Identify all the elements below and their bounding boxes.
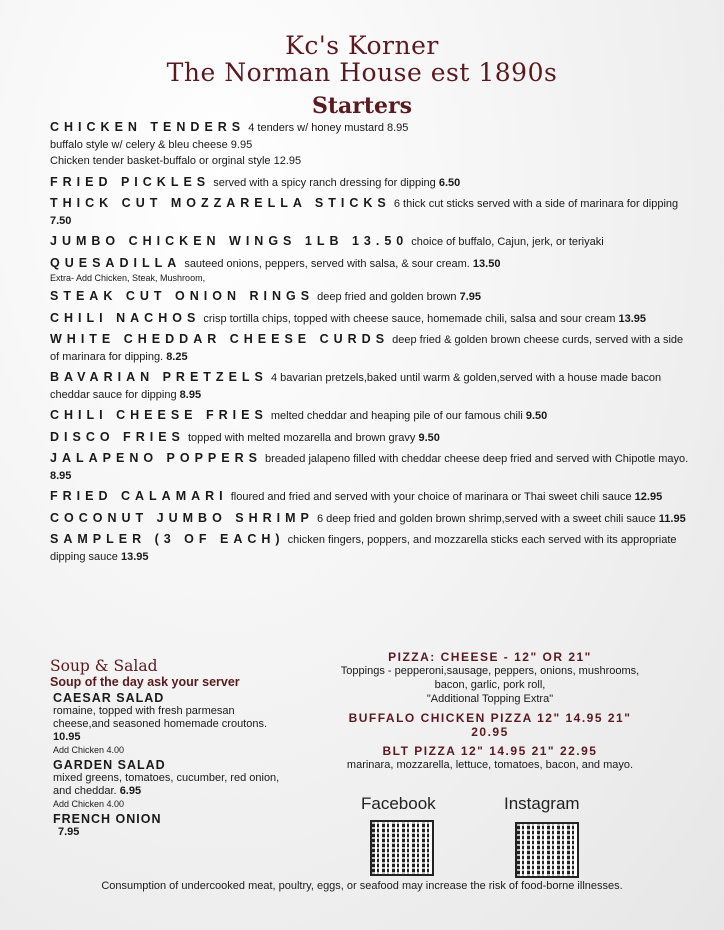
item-name: SAMPLER (3 OF EACH) [50,532,285,546]
pizza-cheese-title: PIZZA: CHEESE - 12" OR 21" [388,650,592,664]
item-price: 13.50 [472,257,501,270]
menu-item [50,174,690,192]
item-description: deep fried & golden brown cheese curds, served with a side of marinara for dipping. [50,334,684,363]
item-name: DISCO FRIES [50,429,185,444]
restaurant-subtitle: The Norman House est 1890s [166,58,558,87]
soup-salad-heading: Soup & Salad [50,657,158,675]
facebook-label: Facebook [361,794,436,813]
menu-item [50,233,690,251]
item-name: CHILI CHEESE FRIES [50,408,268,422]
salad-name: GARDEN SALAD [53,758,166,772]
salad-item [53,813,290,839]
item-description: deep fried and golden brown [317,291,457,303]
item-name: CHICKEN TENDERS [50,120,246,134]
menu-item [50,407,690,425]
menu-item [50,531,690,565]
menu-item [50,369,690,403]
item-description: 4 bavarian pretzels,baked until warm & golden,served with a house made bacon cheddar sauce for dipping [50,372,662,401]
item-price: 6.50 [438,176,461,189]
salad-desc [53,772,290,798]
salad-add-chicken: Add Chicken 4.00 [53,799,125,809]
salad-item [53,759,290,810]
starters-list [50,119,690,569]
item-name: STEAK CUT ONION RINGS [50,289,315,303]
buffalo-pizza-title: BUFFALO CHICKEN PIZZA 12" 14.95 21" 20.95 [348,711,632,739]
item-extra: Chicken tender basket-buffalo or orginal style 12.95 [50,155,302,167]
pizza-toppings: Toppings - pepperoni,sausage, peppers, onions, mushrooms, bacon, garlic, pork roll, [340,665,640,691]
item-price: 12.95 [634,491,663,503]
item-price: 8.25 [166,350,188,363]
menu-item [50,288,690,306]
item-description: crisp tortilla chips, topped with cheese sauce, homemade chili, salsa and sour cream [203,312,616,325]
salad-name: FRENCH ONION [53,812,162,826]
salad-name: CAESAR SALAD [53,691,165,705]
item-name: COCONUT JUMBO SHRIMP [50,510,314,525]
item-price: 9.50 [418,431,440,444]
soup-salad-section [50,657,290,839]
item-name: FRIED CALAMARI [50,489,228,503]
item-price: 7.95 [459,291,482,303]
item-price: 13.95 [618,312,647,325]
menu-item [50,450,690,484]
menu-item [50,331,690,365]
item-description: floured and fried and served with your choice of marinara or Thai sweet chili sauce [230,491,632,503]
salad-add-chicken: Add Chicken 4.00 [53,745,125,755]
salad-description: romaine, topped with fresh parmesan cheese,and seasoned homemade croutons. [53,705,268,730]
item-extra: buffalo style w/ celery & bleu cheese 9.95 [50,138,253,151]
menu-item [50,195,690,229]
item-price: 7.50 [50,214,72,227]
item-name: JUMBO CHICKEN WINGS 1LB 13.50 [50,234,409,248]
salad-price: 10.95 [53,731,81,743]
menu-item [50,429,690,447]
item-name: JALAPENO POPPERS [50,451,262,465]
pizza-extra: "Additional Topping Extra" [426,693,554,705]
item-description: breaded jalapeno filled with cheddar cheese deep fried and served with Chipotle mayo. [265,453,689,465]
salad-desc [53,826,290,839]
menu-item [50,119,690,170]
item-price: 9.50 [525,410,548,422]
item-description: 6 thick cut sticks served with a side of marinara for dipping [393,198,679,210]
item-name: THICK CUT MOZZARELLA STICKS [50,196,391,210]
item-description: topped with melted mozarella and brown gravy [187,431,416,444]
salad-list [50,692,290,839]
item-description: sauteed onions, peppers, served with salsa, & sour cream. [184,257,470,270]
menu-item [50,310,690,328]
item-name: WHITE CHEDDAR CHEESE CURDS [50,332,390,346]
restaurant-name: Kc's Korner [285,31,439,60]
blt-pizza-title: BLT PIZZA 12" 14.95 21" 22.95 [382,744,598,758]
salad-desc [53,705,290,744]
salad-item [53,692,290,756]
item-description: choice of buffalo, Cajun, jerk, or teriyaki [411,236,604,248]
item-description: 4 tenders w/ honey mustard 8.95 [248,122,409,134]
item-price: 11.95 [658,512,686,525]
item-name: BAVARIAN PRETZELS [50,370,268,384]
item-description: served with a spicy ranch dressing for dipping [213,176,436,189]
starters-heading: Starters [311,93,413,119]
menu-item [50,255,690,285]
item-name: QUESADILLA [50,255,182,270]
item-price: 8.95 [50,469,72,482]
salad-price: 7.95 [58,826,80,838]
item-name: CHILI NACHOS [50,310,201,325]
facebook-qr-code[interactable] [370,820,434,876]
item-note: Extra- Add Chicken, Steak, Mushroom, [50,273,206,283]
salad-price: 6.95 [119,785,142,797]
menu-item [50,510,690,528]
blt-pizza-desc: marinara, mozzarella, lettuce, tomatoes, bacon, and mayo. [346,759,634,771]
item-description: 6 deep fried and golden brown shrimp,served with a sweet chili sauce [316,512,656,525]
item-description: chicken fingers, poppers, and mozzarella sticks each served with its appropriate dipping sauce [50,534,677,563]
instagram-qr-code[interactable] [515,822,579,878]
food-safety-notice: Consumption of undercooked meat, poultry, eggs, or seafood may increase the risk of food-borne illnesses. [101,880,623,892]
soup-of-day: Soup of the day ask your server [50,675,240,689]
salad-description: mixed greens, tomatoes, cucumber, red onion, and cheddar. [53,772,280,797]
menu-item [50,488,690,506]
pizza-section [330,650,650,772]
item-price: 8.95 [179,388,202,401]
item-price: 13.95 [120,550,149,563]
instagram-label: Instagram [504,794,580,813]
item-description: melted cheddar and heaping pile of our famous chili [270,410,523,422]
item-name: FRIED PICKLES [50,174,211,189]
